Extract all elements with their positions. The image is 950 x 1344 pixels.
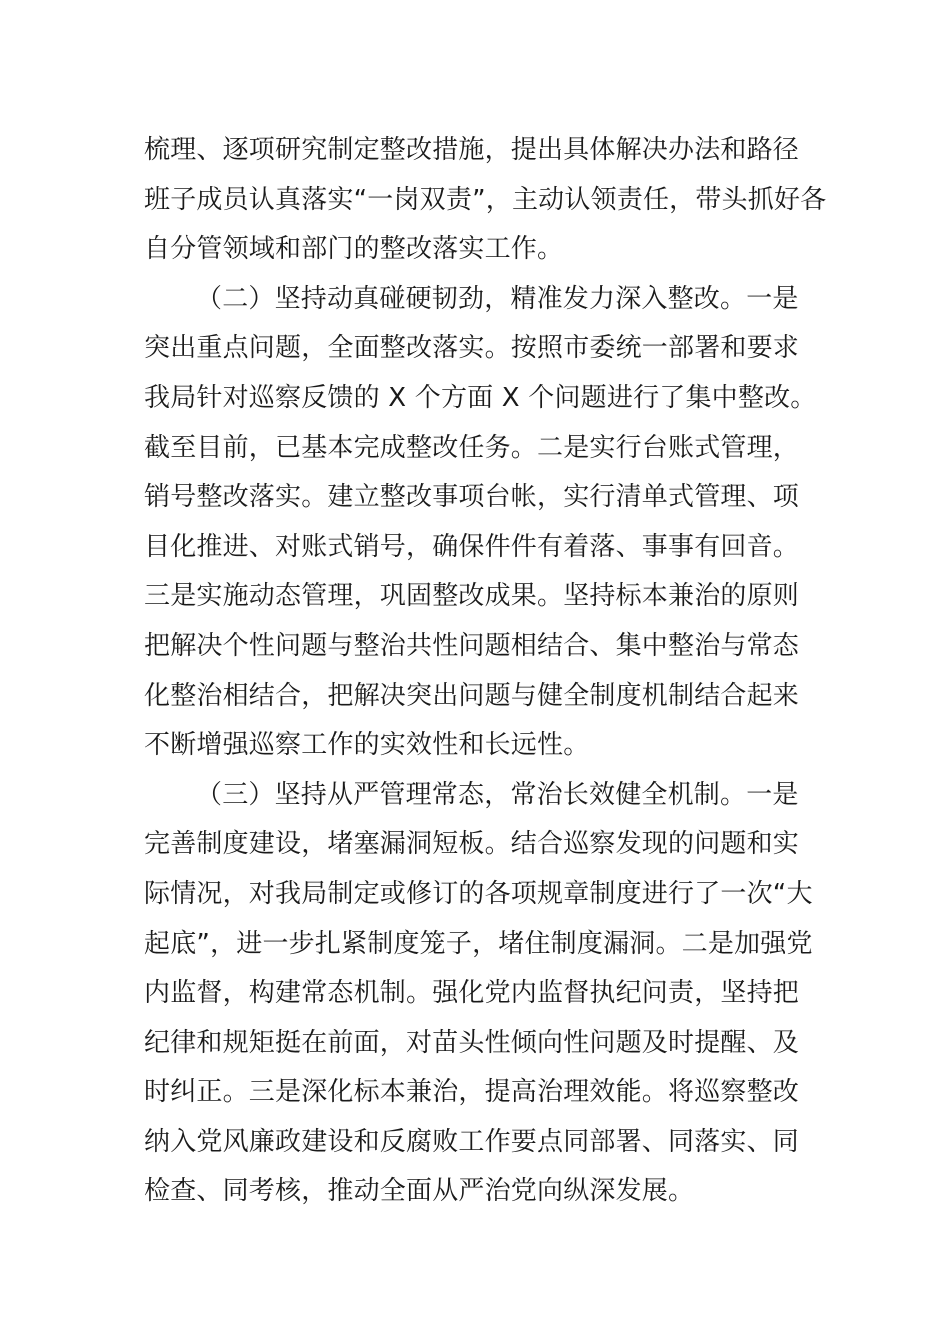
- text-line: 纳入党风廉政建设和反腐败工作要点同部署、同落实、同: [144, 1126, 800, 1157]
- body-text: [144, 126, 827, 1217]
- text-line: 纪律和规矩挺在前面，对苗头性倾向性问题及时提醒、及: [144, 1027, 800, 1058]
- text-line: 自分管领域和部门的整改落实工作。: [144, 234, 564, 265]
- text-line: 检查、同考核，推动全面从严治党向纵深发展。: [144, 1176, 695, 1207]
- text-line: 完善制度建设，堵塞漏洞短板。结合巡察发现的问题和实: [144, 829, 800, 860]
- text-line: 化整治相结合，把解决突出问题与健全制度机制结合起来: [144, 680, 800, 711]
- text-line: 际情况，对我局制定或修订的各项规章制度进行了一次“大: [144, 878, 813, 909]
- text-line: 突出重点问题，全面整改落实。按照市委统一部署和要求: [144, 333, 800, 364]
- text-line: 把解决个性问题与整治共性问题相结合、集中整治与常态: [144, 630, 800, 661]
- text-line: 目化推进、对账式销号，确保件件有着落、事事有回音。: [144, 531, 800, 562]
- text-line: 内监督，构建常态机制。强化党内监督执纪问责，坚持把: [144, 978, 800, 1009]
- section-heading-line: （三）坚持从严管理常态，常治长效健全机制。一是: [196, 779, 799, 810]
- text-line: 销号整改落实。建立整改事项台帐，实行清单式管理、项: [144, 482, 800, 513]
- text-line: 我局针对巡察反馈的 X 个方面 X 个问题进行了集中整改。: [144, 382, 817, 413]
- text-line: 不断增强巡察工作的实效性和长远性。: [144, 730, 590, 761]
- text-line: 起底”，进一步扎紧制度笼子，堵住制度漏洞。二是加强党: [144, 928, 813, 959]
- text-line: 时纠正。三是深化标本兼治，提高治理效能。将巡察整改: [144, 1077, 800, 1108]
- text-line: 梳理、逐项研究制定整改措施，提出具体解决办法和路径: [144, 135, 800, 165]
- text-line: 截至目前，已基本完成整改任务。二是实行台账式管理，: [144, 432, 800, 463]
- text-line: 班子成员认真落实“一岗双责”，主动认领责任，带头抓好各: [144, 184, 827, 215]
- text-line: 三是实施动态管理，巩固整改成果。坚持标本兼治的原则: [144, 581, 800, 612]
- section-heading-line: （二）坚持动真碰硬韧劲，精准发力深入整改。一是: [196, 283, 799, 314]
